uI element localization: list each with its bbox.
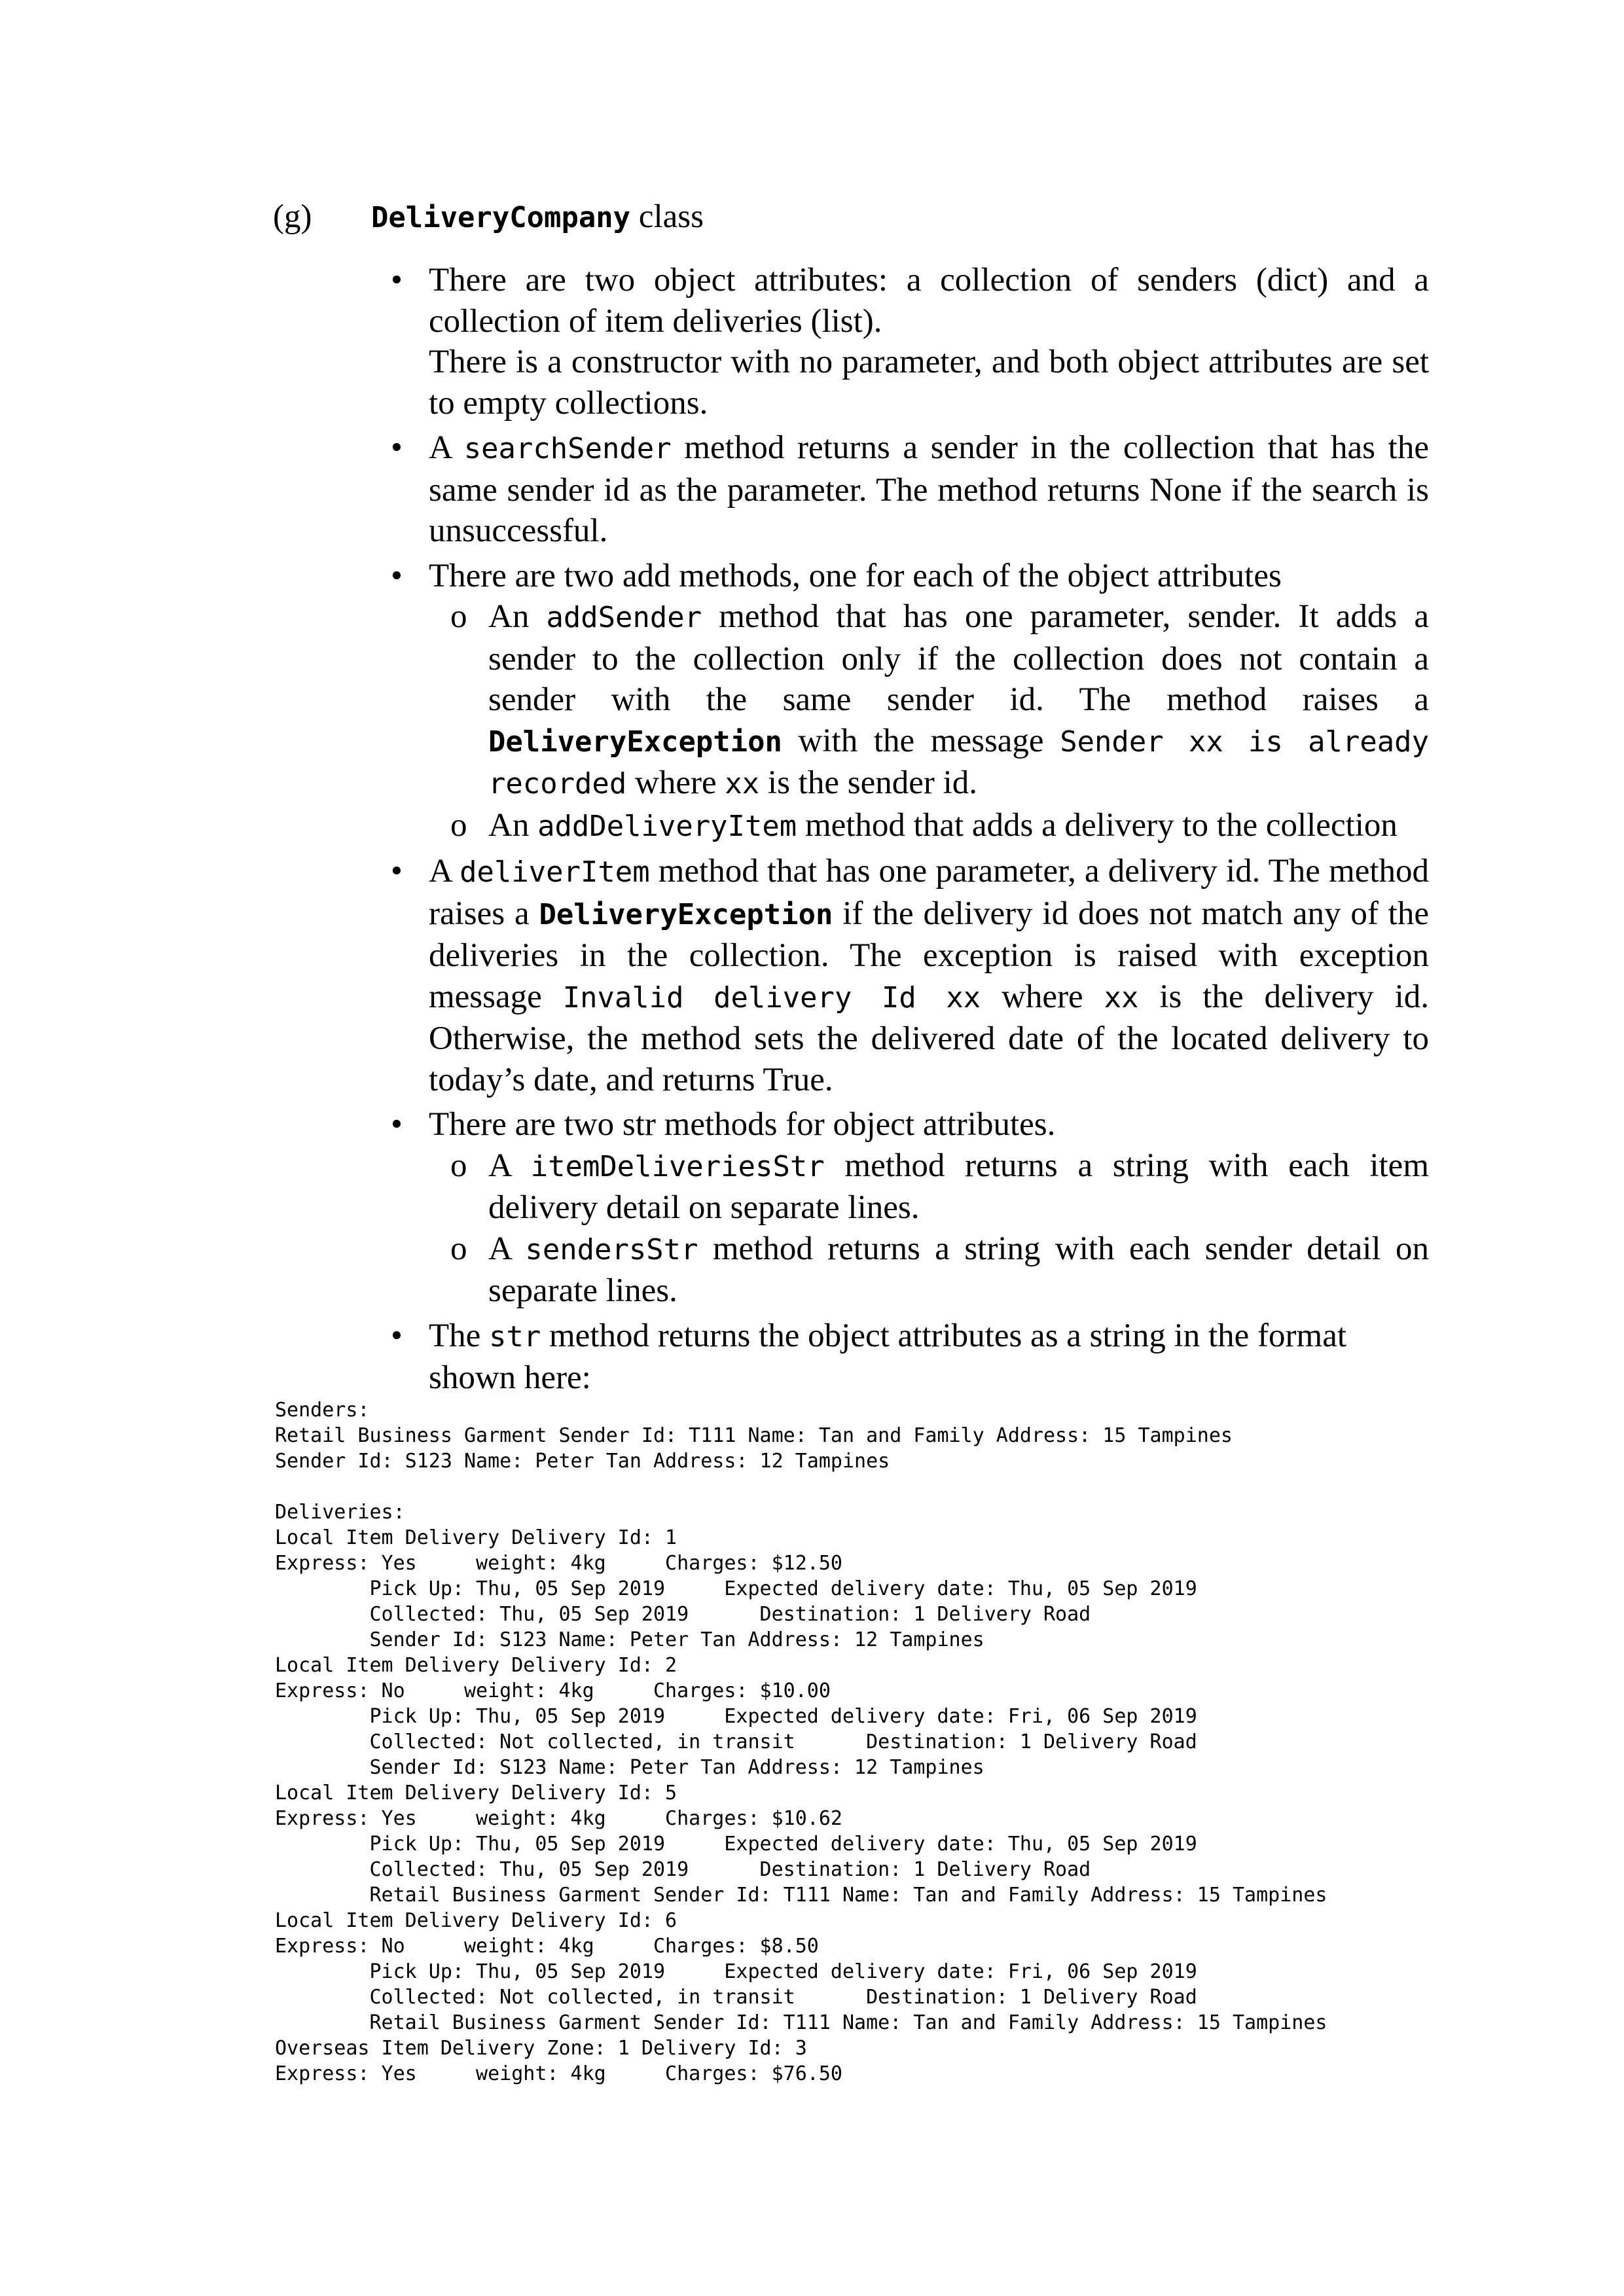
output-line: Overseas Item Delivery Zone: 1 Delivery Id: 3 xyxy=(275,2037,807,2060)
bullet-text: is the sender id. xyxy=(759,764,978,801)
bullet-text: A xyxy=(488,1147,531,1184)
output-line: Pick Up: Thu, 05 Sep 2019 Expected delivery date: Fri, 06 Sep 2019 xyxy=(275,1705,1197,1728)
bullet-add-methods xyxy=(391,556,1429,597)
code-text: itemDeliveriesStr xyxy=(530,1149,825,1183)
output-line: Sender Id: S123 Name: Peter Tan Address: 12 Tampines xyxy=(275,1756,984,1779)
subbullet-add-sender xyxy=(450,596,1429,805)
code-text: Sender xx is already recorded xyxy=(488,725,1429,800)
output-line: Express: No weight: 4kg Charges: $8.50 xyxy=(275,1935,819,1958)
bullet-text: method returns a string with each item delivery detail on separate lines. xyxy=(488,1147,1429,1226)
bullet-text: There is a constructor with no parameter, and both object attributes are set to empty collections. xyxy=(429,344,1429,422)
bullet-text: where xyxy=(981,978,1104,1015)
output-line: Pick Up: Thu, 05 Sep 2019 Expected delivery date: Thu, 05 Sep 2019 xyxy=(275,1833,1197,1856)
bullet-text: method that adds a delivery to the collection xyxy=(797,806,1398,844)
bullet-dot-icon: • xyxy=(391,1106,403,1143)
code-text: DeliveryException xyxy=(539,897,833,931)
code-text: sendersStr xyxy=(525,1232,698,1266)
bullet-text: is the delivery id. Otherwise, the method sets the delivered date of the located delivery to today’s date, and returns True. xyxy=(429,978,1429,1098)
code-text: searchSender xyxy=(463,432,672,465)
bullet-dot-icon: • xyxy=(391,262,403,298)
bullet-text: An xyxy=(488,806,538,844)
output-line: Express: No weight: 4kg Charges: $10.00 xyxy=(275,1679,831,1702)
output-line: Retail Business Garment Sender Id: T111 Name: Tan and Family Address: 15 Tampines xyxy=(275,2011,1327,2034)
code-text: deliverItem xyxy=(460,855,650,889)
circle-bullet-icon: o xyxy=(450,598,467,635)
sample-output xyxy=(275,1397,1327,2087)
output-line xyxy=(275,1474,1327,1499)
bullet-text: method returns the object attributes as a string in the format shown here: xyxy=(429,1317,1347,1396)
output-line: Express: Yes weight: 4kg Charges: $10.62 xyxy=(275,1807,842,1830)
code-text: Invalid delivery Id xx xyxy=(562,980,981,1014)
subbullet-item-deliveries-str xyxy=(450,1145,1429,1229)
bullet-text: There are two add methods, one for each of the object attributes xyxy=(429,557,1282,594)
output-line: Collected: Thu, 05 Sep 2019 Destination: 1 Delivery Road xyxy=(275,1603,1091,1626)
section-heading xyxy=(273,196,704,238)
output-line: Sender Id: S123 Name: Peter Tan Address: 12 Tampines xyxy=(275,1450,890,1473)
output-line: Collected: Not collected, in transit Destination: 1 Delivery Road xyxy=(275,1731,1197,1753)
bullet-dot-icon: • xyxy=(391,557,403,594)
output-line: Express: Yes weight: 4kg Charges: $76.50 xyxy=(275,2062,842,2085)
code-text: addSender xyxy=(546,601,702,634)
output-line: Local Item Delivery Delivery Id: 2 xyxy=(275,1654,677,1677)
output-line: Senders: xyxy=(275,1399,370,1422)
output-line: Retail Business Garment Sender Id: T111 Name: Tan and Family Address: 15 Tampines xyxy=(275,1884,1327,1907)
circle-bullet-icon: o xyxy=(450,806,467,844)
circle-bullet-icon: o xyxy=(450,1147,467,1184)
bullet-text: where xyxy=(626,764,725,801)
bullet-text: method that has one parameter, a delivery id. The method raises a xyxy=(429,853,1429,932)
bullet-dot-icon: • xyxy=(391,1317,403,1354)
bullet-text: The xyxy=(429,1317,490,1354)
subbullet-senders-str xyxy=(450,1229,1429,1312)
code-text: xx xyxy=(725,767,760,800)
bullet-text: A xyxy=(429,853,460,889)
output-line: Collected: Thu, 05 Sep 2019 Destination: 1 Delivery Road xyxy=(275,1858,1091,1881)
code-text: DeliveryException xyxy=(488,725,782,759)
output-line: Pick Up: Thu, 05 Sep 2019 Expected delivery date: Fri, 06 Sep 2019 xyxy=(275,1960,1197,1983)
output-line: Local Item Delivery Delivery Id: 6 xyxy=(275,1909,677,1932)
bullet-text: if the delivery id does not match any of the deliveries in the collection. The exception is raised with exception message xyxy=(429,895,1429,1015)
bullet-text: method returns a sender in the collection that has the same sender id as the parameter. The method returns None if the search is unsuccessful. xyxy=(429,429,1429,549)
heading-suffix: class xyxy=(630,198,704,235)
bullet-search-sender xyxy=(391,427,1429,552)
code-text: addDeliveryItem xyxy=(537,809,797,843)
code-text: str xyxy=(489,1319,541,1354)
output-line: Deliveries: xyxy=(275,1501,405,1524)
section-label: (g) xyxy=(273,198,312,235)
output-line: Collected: Not collected, in transit Destination: 1 Delivery Road xyxy=(275,1986,1197,2009)
bullet-dot-icon: • xyxy=(391,853,403,889)
bullet-text: There are two object attributes: a collection of senders (dict) and a collection of item deliveries (list). xyxy=(429,262,1429,340)
output-line: Local Item Delivery Delivery Id: 5 xyxy=(275,1782,677,1804)
bullet-text: An xyxy=(488,598,547,635)
bullet-text: A xyxy=(429,429,464,466)
bullet-deliver-item xyxy=(391,851,1429,1100)
bullet-dot-icon: • xyxy=(391,429,403,466)
bullet-text: A xyxy=(488,1230,526,1267)
subbullet-add-delivery-item xyxy=(450,805,1429,848)
class-name: DeliveryCompany xyxy=(371,201,631,234)
output-line: Retail Business Garment Sender Id: T111 Name: Tan and Family Address: 15 Tampines xyxy=(275,1424,1233,1447)
circle-bullet-icon: o xyxy=(450,1230,467,1267)
output-line: Local Item Delivery Delivery Id: 1 xyxy=(275,1526,677,1549)
code-text: xx xyxy=(1104,980,1139,1014)
bullet-str-method xyxy=(391,1316,1429,1399)
bullet-text: with the message xyxy=(782,722,1060,759)
output-line: Sender Id: S123 Name: Peter Tan Address: 12 Tampines xyxy=(275,1628,984,1651)
bullet-attributes xyxy=(391,260,1429,423)
bullet-text: method returns a string with each sender detail on separate lines. xyxy=(488,1230,1429,1309)
bullet-str-methods xyxy=(391,1104,1429,1145)
output-line: Pick Up: Thu, 05 Sep 2019 Expected delivery date: Thu, 05 Sep 2019 xyxy=(275,1577,1197,1600)
output-line: Express: Yes weight: 4kg Charges: $12.50 xyxy=(275,1552,842,1575)
bullet-list xyxy=(391,260,1429,1399)
bullet-text: method that has one parameter, sender. It adds a sender to the collection only if the collection does not contain a sender with the same sender id. The method raises a xyxy=(488,598,1429,718)
bullet-text: There are two str methods for object attributes. xyxy=(429,1106,1056,1143)
